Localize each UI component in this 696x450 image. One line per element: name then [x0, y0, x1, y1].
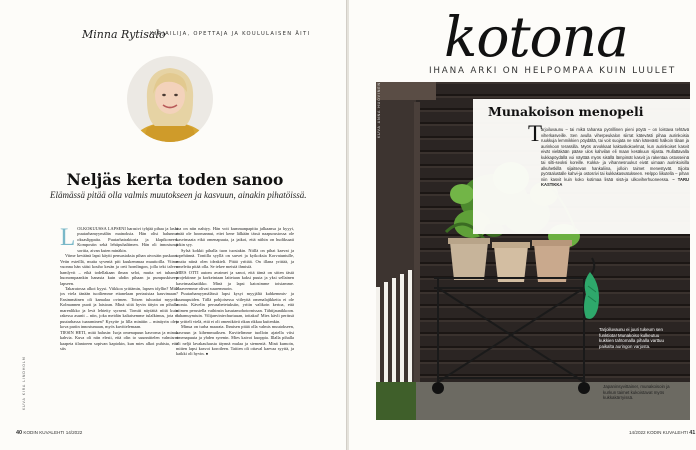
right-folio	[629, 430, 695, 436]
author-name: Minna Rytisalo	[82, 28, 166, 41]
article-column-1	[60, 226, 178, 408]
photo-caption-1: Tarjoiluvaunu ei juuri tukeum sen funktiota! Munakoiso kulkeutuu kukkien tahtomalla pihalla varttuu paikalta auringon varjosta.	[599, 327, 664, 349]
paragraph: MIES OTTI autom avaimet ja sanoi, että tämä on sitten tästä projektinne ja korkeintaan laitetaan kaksi puuta ja yksi sellainen kasvimaalaatikko. Minä ja lapsi katosimme toisiamme. Haaveemme olivat suuremmoin.	[176, 269, 294, 291]
photo-caption-2: Japaninsyvittainer, munakoisoin ja kurkun taimet kukoistavat myös kukkakärryissä.	[603, 384, 670, 401]
section-title: kotona	[444, 5, 628, 69]
sidebar-title: Munakoison menopeli	[488, 104, 644, 119]
left-folio	[16, 430, 82, 436]
paragraph: OLKOKUUSSA LAPSENI harasivi tyhjää pihaa ja laski puutarhamyymälän mainoksia. Hän olisi halunnut oksaslippaita. Puutarhatraktoria ja klapikoneen. Kompostin sekä lehtipuhaltimen. Hän oli innostunut sorttia, aivan kuten minäkin.	[77, 226, 178, 253]
article-column-2	[176, 226, 294, 426]
sidebar-body: arjoiluvaunu – tai mikä tahansa pyörillinen pieni pöytä – on loistava tehtävä viherkasveille. Sen avulla viherpeukalon siirrat kätevästi pihaa aurinkoisia ruukkuja lemmikkien pöydältä, tai voit suojata ne näin kätevästi halkoin tilaan ja aurinkoon terassilla. Myös arvokkaat kaktuskokoelmat, kun aurinkoiset kasvit eivät vieläkään pääse ulos kahvilan eli maan kesäkuun sijasta. Rullattavalla kukkapöydällä voi näyttää myös sisällä lämpimät kasvit ja rakentaa ostosseinä tai silti-seoksi koreille. Kukka- ja vihannesruukut eivät uimaan aurinkoisilla alkuhetkillä sijaitsevan hankaliina, jolloin taimet menestyvät. Sijoita pyöräalustalle kahvi-ja ostosrivi tai kukkakasvatukseen. Helppo liikutella – pihan niin kasvit kuin koko kotimaa lisää sisä-ja ulkoviherhuoneessa.	[541, 127, 689, 182]
sidebar-signature: – TARU KASTIKKA	[541, 176, 689, 187]
paragraph: TIESIN HETI, mitä halusin: Isoja omenapuun kasvoma ja minua kahvia. Kuva oli niin elesti, että olin to suunnittelen valmisrei kaapeta tilantoeen sopivan kaptokin, kun mies alkoi puhista, että siis	[60, 329, 178, 351]
photo-credit: KUVA ANNA HUOVINEN	[377, 82, 381, 138]
left-page	[0, 0, 347, 450]
paragraph: ma on niin nahtyy. Hän voit kummanpapitta jalkaansa ja kyyyi, enää ole hoomannut, ettei kene lälkään tässä naapurustossa ole kasvimaata eikä omenapuuta, ja jatkoi, että niihin on hudiksaati jokin syy.	[176, 226, 294, 248]
page-number: 41	[689, 430, 696, 436]
folio-text: 14/2022 KODIN KUVALEHTI	[629, 430, 688, 435]
right-page	[349, 0, 696, 450]
article-headline: Neljäs kerta toden sanoo	[66, 170, 284, 189]
paragraph: Viime keväänä lapsi käytti pensastaksia pihan aivosäin puskaan. Vetin esteillä, mutta syventä piti kuukemmaa muuttoilla. Viime vuonna hän sääsi kouho kesän ja oeti hornlingon, jolla tekt talven hamlyvit – eikä todellakaan ilman seloi, mutta sei tuhansa huonompaankin hanasta kuin uhdin pihaan ja pumpuskiseen lapseen.	[60, 253, 178, 286]
column-photo-credit: KUVA KIRA LINDHOLM	[22, 356, 26, 410]
paragraph: Puutarhamyymälässä lapsi kysyi myyjältä kahkemmis- ja luumupuiden. Tällä pohjoisessa viileyttä omenalajikkeita ei ole monia. Kävelin perusabetetuksiin, yritin valikoin kertoa, että niimen perustella vaihinsin kasutamohotornissan. Tähtijaunikkoon. Juhamuymtuin. Vilijanviniechurtuuan, tottakai! Mies kävli perässä ja yritteli vielä, että ei oli omenikävä rikan rikkaa kuitenkin.	[176, 291, 294, 324]
article-deck: Elämässä pitää olla valmis muutokseen ja kasvuun, ainakin pihatöissä.	[50, 190, 307, 200]
author-roles: KIRJAILIJA, OPETTAJA JA KOULULAISEN ÄITI	[150, 31, 311, 37]
paragraph: Takaratossa alkoi kyysi. Viikkoa yrittämin, lapsen idyllin? Mitä jos viela tänään tuoiliemme ettanelaan pertasistaa kauvimaan? Ensimmäinen oli kamalaa ovimen. Toisen tuhoattat myyrät. Kolmannen puoti ja laistoan. Minä siitä hyvin tätyin on pihalla marenlikko ja levä lehteity syrneni. Tomiti näytättä niitä kuin rakessa asunit – niin, joka meidän kaltaisemme tulalkimus, jota ei puutarhassa tuaraminen? Kysytte ja lilla minäiin – minäyrin olen kova pariin innostumaan, myös kuvittelemaan.	[60, 285, 178, 330]
paragraph: Sylsä kokkii pihalla tuon tuostakin. Niillä on pihat kaevat ja topehiinnä. Tontilla syyllä on sarvet ja kytkoksia Korvatuntulle, mutta niinä olen ideakieli. Pitää yrittää. On illana yrittää, ja omeleita pitää olla. Se tekee meistä ihmisiä.	[176, 247, 294, 270]
section-tagline: IHANA ARKI ON HELPOMPAA KUIN LUULET	[429, 66, 677, 76]
page-number: 40	[16, 430, 23, 436]
paragraph: Minua on turha maarata. Ihmisen pitää olla valmis muutokseen, kasvuun ja kihemmuiksen. Kuvitelimme tuolloin ajatella viisi omenapuuta ja yhden syrenin. Mies kaivoi kuoppia. Illalla pihalla oli neljä lavakauluusta täynnä mulaa ja siemeniä. Minä kumoin, mitten lapsi kasvoi koroileen. Taitien oli ottaval kaevaa syyttä, ja kaikki oli hyvin. ●	[176, 324, 294, 357]
drop-cap: L	[60, 226, 76, 251]
sidebar-drop-cap: T	[528, 121, 543, 146]
folio-text: KODIN KUVALEHTI 14/2022	[23, 430, 83, 435]
author-portrait	[127, 56, 213, 142]
sidebar-text	[541, 127, 689, 188]
